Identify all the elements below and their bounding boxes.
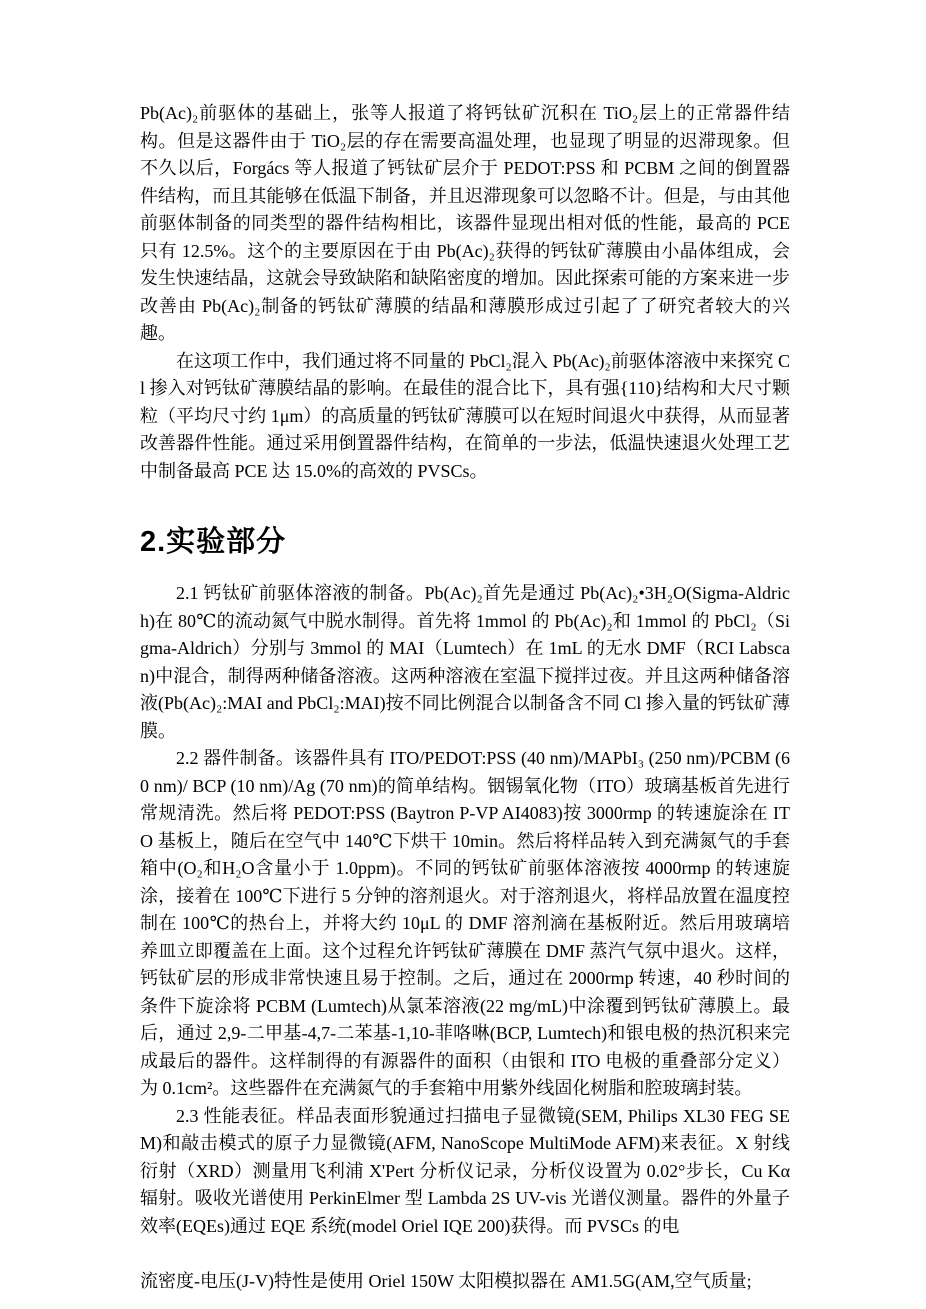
paragraph-2-1-precursor-solution: 2.1 钙钛矿前驱体溶液的制备。Pb(Ac)₂首先是通过 Pb(Ac)₂•3H₂O(Sigma-Aldrich)在 80℃的流动氮气中脱水制得。首先将 1mmol 的 Pb(Ac)₂和 1mmol 的 PbCl₂（Sigma-Aldrich）分别与 3mmol 的 MAI（Lumtech）在 1mL 的无水 DMF（RCI Labscan)中混合，制得两种储备溶液。这两种溶液在室温下搅拌过夜。并且这两种储备溶液(Pb(Ac)₂:MAI and PbCl₂:MAI)按不同比例混合以制备含不同 Cl 掺入量的钙钛矿薄膜。 (140, 583, 790, 741)
paragraph-2-3-characterization: 2.3 性能表征。样品表面形貌通过扫描电子显微镜(SEM, Philips XL30 FEG SEM)和敲击模式的原子力显微镜(AFM, NanoScope MultiMode AFM)来表征。X 射线衍射（XRD）测量用飞利浦 X'Pert 分析仪记录，分析仪设置为 0.02°步长，Cu Kα 辐射。吸收光谱使用 PerkinElmer 型 Lambda 2S UV-vis 光谱仪测量。器件的外量子效率(EQEs)通过 EQE 系统(model Oriel IQE 200)获得。而 PVSCs 的电 (140, 1105, 790, 1236)
paragraph-this-work: 在这项工作中，我们通过将不同量的 PbCl₂混入 Pb(Ac)₂前驱体溶液中来探究 Cl 掺入对钙钛矿薄膜结晶的影响。在最佳的混合比下，具有强{110}结构和大尺寸颗粒（平均尺寸约 1μm）的高质量的钙钛矿薄膜可以在短时间退火中获得，从而显著改善器件性能。通过采用倒置器件结构，在简单的一步法，低温快速退火处理工艺中制备最高 PCE 达 15.0%的高效的 PVSCs。 (140, 350, 790, 481)
paragraph-2-2-device-fabrication: 2.2 器件制备。该器件具有 ITO/PEDOT:PSS (40 nm)/MAPbI₃ (250 nm)/PCBM (60 nm)/ BCP (10 nm)/Ag (70 nm)的简单结构。铟锡氧化物（ITO）玻璃基板首先进行常规清洗。然后将 PEDOT:PSS (Baytron P-VP AI4083)按 3000rmp 的转速旋涂在 ITO 基板上，随后在空气中 140℃下烘干 10min。然后将样品转入到充满氮气的手套箱中(O₂和H₂O含量小于 1.0ppm)。不同的钙钛矿前驱体溶液按 4000rmp 的转速旋涂，接着在 100℃下进行 5 分钟的溶剂退火。对于溶剂退火，将样品放置在温度控制在 100℃的热台上，并将大约 10μL 的 DMF 溶剂滴在基板附近。然后用玻璃培养皿立即覆盖在上面。这个过程允许钙钛矿薄膜在 DMF 蒸汽气氛中退火。这样，钙钛矿层的形成非常快速且易于控制。之后，通过在 2000rmp 转速，40 秒时间的条件下旋涂将 PCBM (Lumtech)从氯苯溶液(22 mg/mL)中涂覆到钙钛矿薄膜上。最后，通过 2,9-二甲基-4,7-二苯基-1,10-菲咯啉(BCP, Lumtech)和银电极的热沉积来完成最后的器件。这样制得的有源器件的面积（由银和 ITO 电极的重叠部分定义）为 0.1cm²。这些器件在充满氮气的手套箱中用紫外线固化树脂和腔玻璃封装。 (140, 748, 790, 1098)
section-heading-experimental: 2.实验部分 (140, 526, 287, 558)
paragraph-jv-continuation: 流密度-电压(J-V)特性是使用 Oriel 150W 太阳模拟器在 AM1.5G(AM,空气质量; (140, 1271, 752, 1291)
paragraph-intro-continued: Pb(Ac)₂前驱体的基础上，张等人报道了将钙钛矿沉积在 TiO₂层上的正常器件结构。但是这器件由于 TiO₂层的存在需要高温处理，也显现了明显的迟滞现象。但不久以后，Forgács 等人报道了钙钛矿层介于 PEDOT:PSS 和 PCBM 之间的倒置器件结构，而且其能够在低温下制备，并且迟滞现象可以忽略不计。但是，与由其他前驱体制备的同类型的器件结构相比，该器件显现出相对低的性能，最高的 PCE 只有 12.5%。这个的主要原因在于由 Pb(Ac)₂获得的钙钛矿薄膜由小晶体组成，会发生快速结晶，这就会导致缺陷和缺陷密度的增加。因此探索可能的方案来进一步改善由 Pb(Ac)₂制备的钙钛矿薄膜的结晶和薄膜形成过引起了了研究者较大的兴趣。 (140, 103, 790, 343)
